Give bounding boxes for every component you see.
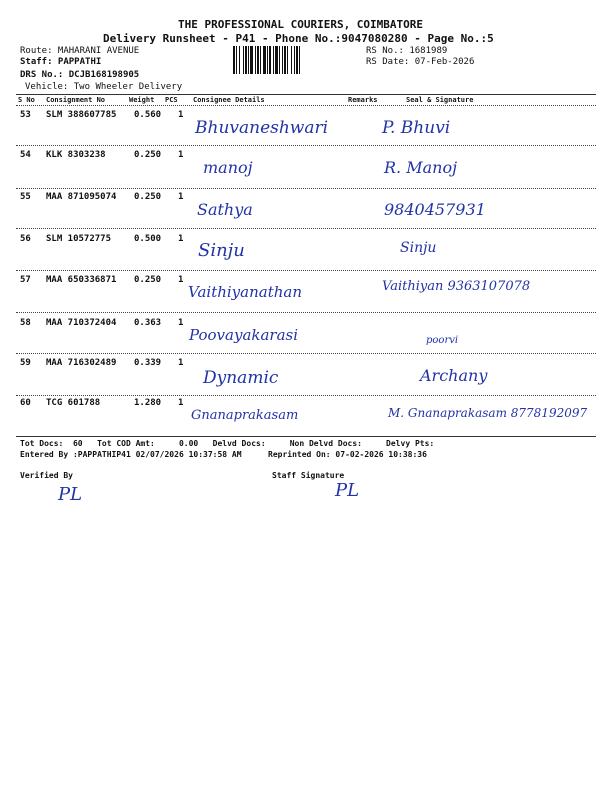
consignee-handwriting: Vaithiyanathan [188, 283, 302, 301]
col-signature: Seal & Signature [406, 96, 474, 104]
header-divider [16, 94, 596, 95]
row-pcs: 1 [178, 358, 184, 368]
row-sno: 53 [20, 110, 31, 120]
row-weight: 0.363 [134, 318, 162, 328]
barcode [233, 46, 363, 74]
verified-by-label: Verified By [20, 471, 73, 480]
row-consignment: KLK 8303238 [46, 150, 106, 160]
barcode-bar [243, 46, 244, 74]
barcode-bar [294, 46, 295, 74]
barcode-bar [299, 46, 300, 74]
barcode-bar [284, 46, 286, 74]
barcode-bar [275, 46, 278, 74]
footer-divider [16, 436, 596, 437]
consignee-handwriting: Gnanaprakasam [191, 408, 299, 423]
totals-line: Tot Docs: 60 Tot COD Amt: 0.00 Delvd Docs: Non Delvd Docs: Delvy Pts: [20, 439, 435, 448]
signature-handwriting: 9840457931 [384, 200, 486, 219]
signature-handwriting: Vaithiyan 9363107078 [382, 279, 531, 294]
col-pcs: PCS [165, 96, 178, 104]
row-sno: 57 [20, 275, 31, 285]
row-consignment: MAA 710372404 [46, 318, 117, 328]
row-weight: 0.500 [134, 234, 162, 244]
col-sno: S No [18, 96, 35, 104]
rs-number: RS No.: 1681989 [366, 46, 448, 56]
barcode-bar [263, 46, 266, 74]
row-consignment: MAA 871095074 [46, 192, 117, 202]
barcode-bar [296, 46, 298, 74]
row-consignment: TCG 601788 [46, 398, 101, 408]
verified-signature: PL [58, 484, 83, 505]
row-sno: 55 [20, 192, 31, 202]
row-weight: 0.250 [134, 275, 162, 285]
row-consignment: MAA 716302489 [46, 358, 117, 368]
signature-handwriting: Sinju [400, 240, 437, 256]
route-label: Route: MAHARANI AVENUE [20, 46, 140, 56]
barcode-bar [287, 46, 288, 74]
barcode-bar [236, 46, 237, 74]
row-consignment: MAA 650336871 [46, 275, 117, 285]
barcode-bar [248, 46, 249, 74]
staff-signature: PL [335, 480, 360, 501]
row-divider [16, 228, 596, 229]
consignee-handwriting: manoj [203, 158, 253, 177]
row-pcs: 1 [178, 110, 184, 120]
col-consignee: Consignee Details [193, 96, 265, 104]
barcode-bar [239, 46, 240, 74]
barcode-bar [245, 46, 247, 74]
barcode-bar [267, 46, 268, 74]
runsheet-title: Delivery Runsheet - P41 - Phone No.:9047080280 - Page No.:5 [103, 32, 494, 45]
consignee-handwriting: Sathya [197, 200, 253, 219]
col-weight: Weight [129, 96, 155, 104]
barcode-bar [291, 46, 292, 74]
row-divider [16, 312, 596, 313]
row-pcs: 1 [178, 318, 184, 328]
barcode-bar [273, 46, 274, 74]
row-divider [16, 188, 596, 189]
signature-handwriting: poorvi [426, 335, 459, 346]
row-pcs: 1 [178, 150, 184, 160]
reprinted-on: Reprinted On: 07-02-2026 10:38:36 [268, 450, 427, 459]
signature-handwriting: M. Gnanaprakasam 8778192097 [388, 406, 588, 420]
row-sno: 60 [20, 398, 31, 408]
row-pcs: 1 [178, 275, 184, 285]
col-consignment: Consignment No [46, 96, 106, 104]
row-sno: 58 [20, 318, 31, 328]
consignee-handwriting: Sinju [198, 240, 245, 261]
row-divider [16, 145, 596, 146]
row-sno: 56 [20, 234, 31, 244]
signature-handwriting: Archany [420, 366, 488, 385]
consignee-handwriting: Dynamic [203, 368, 279, 388]
barcode-bar [257, 46, 259, 74]
signature-handwriting: R. Manoj [384, 158, 458, 177]
consignee-handwriting: Bhuvaneshwari [195, 118, 329, 138]
row-divider [16, 353, 596, 354]
company-name: THE PROFESSIONAL COURIERS, COIMBATORE [178, 18, 424, 31]
consignee-handwriting: Poovayakarasi [189, 326, 299, 344]
row-weight: 0.339 [134, 358, 162, 368]
barcode-bar [250, 46, 253, 74]
col-remarks: Remarks [348, 96, 378, 104]
row-divider [16, 395, 596, 396]
row-sno: 54 [20, 150, 31, 160]
row-consignment: SLM 388607785 [46, 110, 117, 120]
row-weight: 0.250 [134, 192, 162, 202]
row-weight: 0.250 [134, 150, 162, 160]
staff-label: Staff: PAPPATHI [20, 57, 102, 67]
barcode-bar [282, 46, 283, 74]
staff-signature-label: Staff Signature [272, 471, 345, 480]
row-weight: 1.280 [134, 398, 162, 408]
barcode-bar [233, 46, 235, 74]
vehicle-label: Vehicle: Two Wheeler Delivery [25, 82, 183, 92]
row-pcs: 1 [178, 398, 184, 408]
entered-by: Entered By :PAPPATHIP41 02/07/2026 10:37:58 AM [20, 450, 242, 459]
barcode-bar [260, 46, 261, 74]
barcode-bar [255, 46, 256, 74]
row-consignment: SLM 10572775 [46, 234, 112, 244]
barcode-bar [269, 46, 271, 74]
row-pcs: 1 [178, 192, 184, 202]
row-weight: 0.560 [134, 110, 162, 120]
signature-handwriting: P. Bhuvi [382, 118, 451, 138]
header-underline [16, 105, 596, 106]
barcode-bar [279, 46, 280, 74]
drs-label: DRS No.: DCJB168198905 [20, 70, 140, 80]
row-pcs: 1 [178, 234, 184, 244]
row-sno: 59 [20, 358, 31, 368]
row-divider [16, 270, 596, 271]
rs-date: RS Date: 07-Feb-2026 [366, 57, 475, 67]
